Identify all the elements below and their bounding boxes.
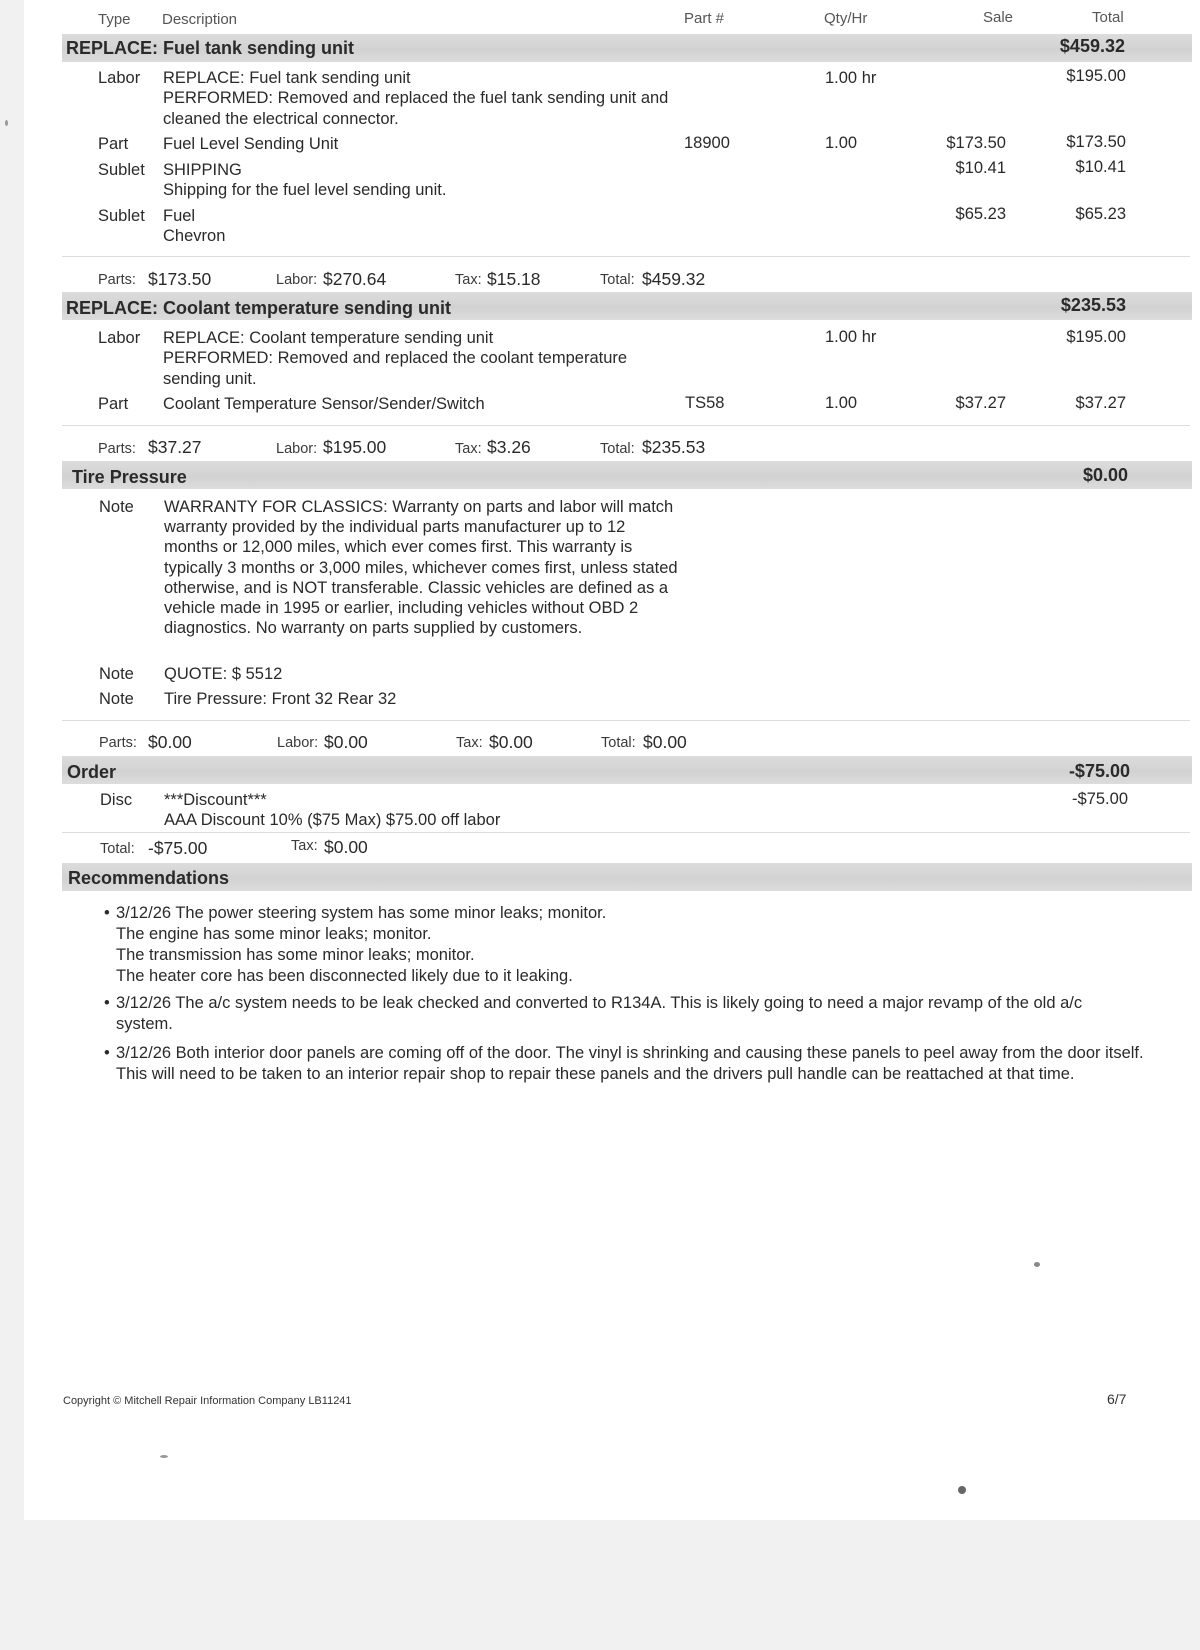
summary-total-value: $459.32 [642, 269, 706, 289]
line-total: $173.50 [1066, 133, 1126, 151]
line-qty: 1.00 hr [825, 69, 877, 87]
line-sale: $37.27 [955, 394, 1006, 412]
line-total: -$75.00 [1072, 790, 1128, 808]
summary-tax-value: $15.18 [487, 269, 541, 289]
summary-parts-value: $173.50 [148, 269, 212, 289]
summary-tax-value: $0.00 [489, 732, 533, 752]
summary-total-label: Total: [601, 735, 636, 751]
line-total: $37.27 [1075, 394, 1126, 412]
line-total: $195.00 [1066, 67, 1126, 85]
job-title: REPLACE: Coolant temperature sending unit [66, 298, 452, 318]
line-detail: Chevron [163, 227, 226, 245]
summary-labor-label: Labor: [277, 735, 319, 751]
line-detail: PERFORMED: Removed and replaced the coolant temperature sending unit. [163, 349, 628, 388]
job-total: -$75.00 [1068, 761, 1130, 781]
line-qty: 1.00 [825, 394, 858, 412]
scan-speck [160, 1455, 168, 1458]
recommendation-item [104, 903, 1188, 987]
line-detail: PERFORMED: Removed and replaced the fuel tank sending unit and cleaned the electrical connector. [163, 89, 669, 128]
summary-parts-label: Parts: [98, 272, 136, 288]
recommendation-text: 3/12/26 The a/c system needs to be leak checked and converted to R134A. This is likely going to need a major revamp of the old a/c system. [116, 994, 1083, 1033]
summary-tax-value: $0.00 [324, 837, 368, 857]
line-total: $195.00 [1066, 328, 1126, 346]
summary-labor-value: $270.64 [323, 269, 387, 289]
job-header-band [62, 461, 1192, 489]
recommendations-title: Recommendations [68, 868, 230, 888]
summary-total-label: Total: [600, 272, 635, 288]
line-qty: 1.00 [825, 134, 858, 152]
summary-parts-label: Parts: [98, 441, 136, 457]
line-description: Coolant Temperature Sensor/Sender/Switch [163, 395, 485, 413]
summary-labor-label: Labor: [276, 441, 318, 457]
line-type: Part [98, 395, 129, 413]
line-part-number: 18900 [684, 134, 730, 152]
divider [62, 720, 1190, 721]
page-number: 6/7 [1107, 1391, 1127, 1407]
summary-tax-label: Tax: [455, 441, 482, 457]
line-part-number: TS58 [685, 394, 725, 412]
line-description: QUOTE: $ 5512 [164, 665, 283, 683]
job-total: $459.32 [1059, 36, 1125, 56]
summary-total-value: $235.53 [642, 437, 706, 457]
summary-total-value: -$75.00 [148, 838, 208, 858]
column-type: Type [98, 11, 131, 28]
line-type: Disc [100, 791, 133, 809]
bullet-icon: • [104, 1044, 110, 1062]
line-type: Note [99, 690, 134, 708]
summary-labor-value: $0.00 [324, 732, 368, 752]
job-header-band [62, 756, 1192, 784]
job-total: $235.53 [1060, 295, 1126, 315]
job-title: REPLACE: Fuel tank sending unit [66, 38, 355, 58]
column-description: Description [162, 11, 238, 28]
line-sale: $65.23 [955, 205, 1006, 223]
line-total: $10.41 [1075, 158, 1126, 176]
line-type: Sublet [98, 161, 145, 179]
recommendations-header-band [62, 863, 1192, 891]
recommendation-text: 3/12/26 The power steering system has some minor leaks; monitor. The engine has some minor leaks; monitor. The transmission has some minor leaks; monitor. The heater core has been disconnected likely due to it leaking. [116, 904, 607, 985]
line-description: ***Discount*** [164, 791, 267, 809]
line-type: Sublet [98, 207, 145, 225]
column-part-number: Part # [684, 10, 725, 27]
bullet-icon: • [104, 904, 110, 922]
line-qty: 1.00 hr [825, 328, 877, 346]
column-sale: Sale [983, 9, 1014, 26]
summary-total-label: Total: [100, 841, 135, 857]
line-sale: $10.41 [955, 159, 1006, 177]
divider [62, 425, 1190, 426]
divider [62, 832, 1190, 833]
job-title: Tire Pressure [72, 467, 187, 487]
line-description: WARRANTY FOR CLASSICS: Warranty on parts and labor will match warranty provided by the individual parts manufacturer up to 12 months or 12,000 miles, which ever comes first. This warranty is typically 3 months or 3,000 miles, whichever comes first, unless stated otherwise, and is NOT transferable. Classic vehicles are defined as a vehicle made in 1995 or earlier, including vehicles without OBD 2 diagnostics. No warranty on parts supplied by customers. [164, 498, 678, 638]
line-description: Fuel [163, 207, 196, 225]
summary-tax-label: Tax: [455, 272, 482, 288]
line-total: $65.23 [1075, 205, 1126, 223]
recommendation-item [104, 993, 1188, 1035]
summary-total-value: $0.00 [643, 732, 687, 752]
summary-parts-value: $0.00 [148, 732, 192, 752]
line-description: Fuel Level Sending Unit [163, 135, 339, 153]
line-description: SHIPPING [163, 161, 242, 179]
summary-total-label: Total: [600, 441, 635, 457]
job-total: $0.00 [1082, 465, 1128, 485]
column-qty-hr: Qty/Hr [824, 10, 868, 27]
recommendation-text: 3/12/26 Both interior door panels are coming off of the door. The vinyl is shrinking and causing these panels to peel away from the door itself. This will need to be taken to an interior repair shop to repair these panels and the drivers pull handle can be reattached at that time. [116, 1044, 1144, 1083]
summary-tax-label: Tax: [456, 735, 483, 751]
scan-speck [1034, 1262, 1040, 1267]
summary-parts-value: $37.27 [148, 437, 202, 457]
bullet-icon: • [104, 994, 110, 1012]
line-description: REPLACE: Fuel tank sending unit [163, 69, 411, 87]
line-type: Labor [98, 69, 141, 87]
divider [62, 256, 1190, 257]
copyright-notice: Copyright © Mitchell Repair Information Company LB11241 [63, 1395, 352, 1407]
scan-speck [5, 120, 8, 126]
summary-labor-label: Labor: [276, 272, 318, 288]
line-sale: $173.50 [946, 134, 1006, 152]
summary-tax-value: $3.26 [487, 437, 531, 457]
line-type: Note [99, 665, 134, 683]
column-total: Total [1092, 9, 1124, 26]
line-detail: Shipping for the fuel level sending unit. [163, 181, 447, 199]
scan-speck [958, 1486, 966, 1494]
summary-labor-value: $195.00 [323, 437, 387, 457]
line-type: Note [99, 498, 134, 516]
line-description: REPLACE: Coolant temperature sending unit [163, 329, 494, 347]
summary-parts-label: Parts: [99, 735, 137, 751]
line-description: Tire Pressure: Front 32 Rear 32 [164, 690, 397, 708]
line-detail: AAA Discount 10% ($75 Max) $75.00 off labor [164, 811, 501, 829]
line-type: Labor [98, 329, 141, 347]
summary-tax-label: Tax: [291, 838, 318, 854]
job-title: Order [67, 762, 117, 782]
recommendation-item [104, 1043, 1188, 1085]
line-type: Part [98, 135, 129, 153]
